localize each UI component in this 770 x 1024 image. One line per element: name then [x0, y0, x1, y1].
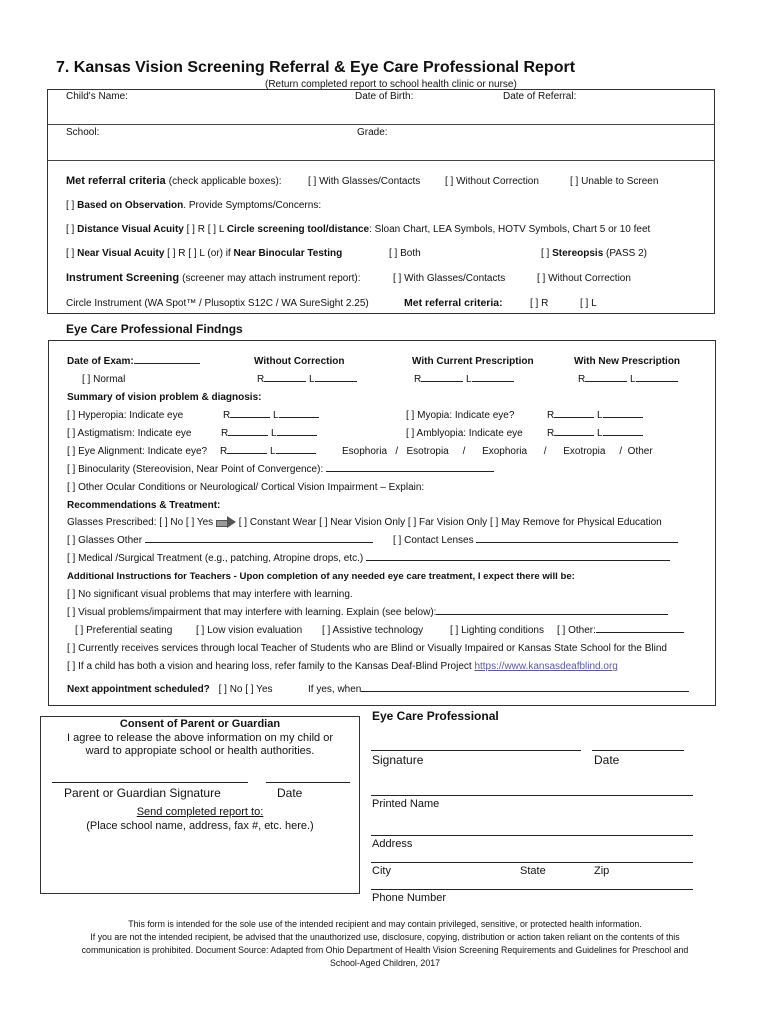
circle-instrument-options[interactable]: Circle Instrument (WA Spot™ / Plusoptix S12C / WA SureSight 2.25) — [66, 298, 369, 309]
page-subtitle: (Return completed report to school health clinic or nurse) — [265, 79, 517, 90]
city-line[interactable] — [371, 862, 693, 863]
distance-acuity-row — [66, 224, 650, 235]
instrument-met-r-checkbox[interactable]: [ ] R — [530, 298, 549, 309]
stereopsis-row — [541, 248, 647, 259]
near-binocular-label: Near Binocular Testing — [233, 248, 343, 259]
col-current-prescription: With Current Prescription — [412, 356, 534, 367]
footer-line-4: School-Aged Children, 2017 — [329, 958, 441, 968]
near-acuity-row — [66, 248, 342, 259]
assistive-technology-checkbox[interactable]: [ ] Assistive technology — [322, 625, 424, 636]
medical-treatment-label: [ ] Medical /Surgical Treatment (e.g., patching, Atropine drops, etc.) — [67, 553, 364, 564]
col-without-correction: Without Correction — [254, 356, 345, 367]
astigmatism-rl[interactable] — [221, 428, 317, 439]
near-acuity-checkbox[interactable]: [ ] — [66, 248, 75, 259]
phone-line[interactable] — [371, 889, 693, 890]
date-of-birth-field[interactable]: Date of Birth: — [355, 91, 414, 102]
date-of-exam-label: Date of Exam: — [67, 356, 134, 367]
met-referral-label: Met referral criteria — [66, 175, 166, 187]
stereopsis-pass: (PASS 2) — [606, 248, 647, 259]
visual-problems-line[interactable] — [436, 614, 668, 615]
visual-problems-label: [ ] Visual problems/impairment that may interfere with learning. Explain (see below): — [67, 607, 437, 618]
met-referral-note: (check applicable boxes): — [168, 176, 282, 187]
glasses-prescribed-row[interactable] — [67, 517, 662, 528]
divider — [48, 124, 714, 125]
address-label: Address — [372, 838, 413, 850]
near-acuity-label: Near Visual Acuity — [77, 248, 165, 259]
near-both-checkbox[interactable]: [ ] Both — [389, 248, 421, 259]
without-correction-rl[interactable] — [257, 374, 357, 385]
observation-checkbox[interactable]: [ ] — [66, 200, 75, 211]
myopia-rl[interactable] — [547, 410, 643, 421]
instrument-with-glasses-checkbox[interactable]: [ ] With Glasses/Contacts — [393, 273, 506, 284]
arrow-right-icon — [216, 517, 236, 527]
hyperopia-rl[interactable] — [223, 410, 319, 421]
other-line[interactable] — [596, 632, 684, 633]
deaf-blind-label: [ ] If a child has both a vision and hearing loss, refer family to the Kansas Deaf-Blind Project — [67, 661, 472, 672]
contact-lenses-checkbox[interactable] — [393, 535, 678, 546]
r-label: R — [257, 374, 265, 385]
with-glasses-checkbox[interactable]: [ ] With Glasses/Contacts — [308, 176, 421, 187]
other-ocular-checkbox[interactable]: [ ] Other Ocular Conditions or Neurological/ Cortical Vision Impairment – Explain: — [67, 482, 425, 493]
r-line[interactable] — [228, 435, 268, 436]
binocularity-line[interactable] — [326, 471, 494, 472]
findings-heading: Eye Care Professional Findngs — [66, 322, 243, 336]
l-label: L — [273, 410, 279, 421]
if-yes-line[interactable] — [361, 691, 689, 692]
footer-line-1: This form is intended for the sole use of the intended recipient and may contain privileged, sensitive, or protected health information. — [128, 919, 642, 929]
l-line[interactable] — [603, 435, 643, 436]
date-of-referral-field[interactable]: Date of Referral: — [503, 91, 577, 102]
astigmatism-checkbox[interactable]: [ ] Astigmatism: Indicate eye — [67, 428, 192, 439]
guardian-date-line[interactable] — [266, 782, 350, 783]
binocularity-label: [ ] Binocularity (Stereovision, Near Point of Convergence): — [67, 464, 324, 475]
l-label: L — [466, 374, 472, 385]
l-label: L — [630, 374, 636, 385]
city-label: City — [372, 865, 391, 877]
l-line[interactable] — [603, 417, 643, 418]
l-label: L — [597, 410, 603, 421]
met-referral-row — [66, 175, 282, 187]
stereopsis-label: Stereopsis — [552, 248, 604, 259]
recommendations-heading: Recommendations & Treatment: — [67, 500, 221, 511]
eye-alignment-rl[interactable] — [220, 446, 316, 457]
next-appointment-label: Next appointment scheduled? — [67, 684, 210, 695]
currently-receives-checkbox[interactable]: [ ] Currently receives services through local Teacher of Students who are Blind or Visually Impaired or Kansas State School for the Blind — [67, 643, 667, 654]
r-line[interactable] — [421, 381, 463, 382]
r-label: R — [414, 374, 422, 385]
binocularity-checkbox[interactable] — [67, 464, 494, 475]
distance-acuity-rl[interactable]: [ ] R [ ] L — [186, 224, 225, 235]
unable-to-screen-checkbox[interactable]: [ ] Unable to Screen — [570, 176, 659, 187]
guardian-signature-label: Parent or Guardian Signature — [64, 786, 221, 800]
printed-name-label: Printed Name — [372, 798, 440, 810]
wear-options[interactable]: [ ] Constant Wear [ ] Near Vision Only [ ] Far Vision Only [ ] May Remove for Physical Education — [238, 517, 662, 528]
alignment-options[interactable]: Esophoria / Esotropia / Exophoria / Exotropia / Other — [342, 446, 653, 457]
l-line[interactable] — [277, 435, 317, 436]
address-line[interactable] — [371, 835, 693, 836]
professional-signature-label: Signature — [372, 753, 424, 767]
printed-name-line[interactable] — [371, 795, 693, 796]
without-correction-checkbox[interactable]: [ ] Without Correction — [445, 176, 539, 187]
glasses-other-label: [ ] Glasses Other — [67, 535, 143, 546]
instrument-label: Instrument Screening — [66, 272, 180, 284]
low-vision-checkbox[interactable]: [ ] Low vision evaluation — [196, 625, 303, 636]
l-label: L — [309, 374, 315, 385]
next-appointment-row — [67, 684, 273, 695]
glasses-other-line[interactable] — [145, 542, 373, 543]
r-label: R — [220, 446, 228, 457]
date-of-exam-row[interactable] — [67, 356, 200, 367]
r-line[interactable] — [230, 417, 270, 418]
zip-label: Zip — [594, 865, 610, 877]
medical-treatment-checkbox[interactable] — [67, 553, 670, 564]
distance-acuity-label: Distance Visual Acuity — [77, 224, 184, 235]
footer-line-3: communication is prohibited. Document Source: Adapted from Ohio Department of Health Vision Screening Requirements and Guidelines for Preschool and — [81, 945, 689, 955]
r-label: R — [547, 410, 555, 421]
send-completed-label: Send completed report to: — [136, 806, 264, 818]
teachers-heading: Additional Instructions for Teachers - Upon completion of any needed eye care treatment, I expect there will be: — [67, 571, 575, 582]
current-prescription-rl[interactable] — [414, 374, 514, 385]
glasses-prescribed-options[interactable]: Glasses Prescribed: [ ] No [ ] Yes — [67, 517, 214, 528]
l-line[interactable] — [472, 381, 514, 382]
instrument-row — [66, 272, 361, 284]
consent-title: Consent of Parent or Guardian — [119, 718, 281, 730]
l-line[interactable] — [315, 381, 357, 382]
eye-alignment-checkbox[interactable]: [ ] Eye Alignment: Indicate eye? — [67, 446, 208, 457]
visual-problems-checkbox[interactable] — [67, 607, 668, 618]
summary-heading: Summary of vision problem & diagnosis: — [67, 392, 262, 403]
r-line[interactable] — [227, 453, 267, 454]
lighting-conditions-checkbox[interactable]: [ ] Lighting conditions — [450, 625, 544, 636]
l-line[interactable] — [276, 453, 316, 454]
l-label: L — [270, 446, 276, 457]
deaf-blind-link[interactable]: https://www.kansasdeafblind.org — [474, 661, 618, 672]
distance-acuity-checkbox[interactable]: [ ] — [66, 224, 75, 235]
deaf-blind-checkbox[interactable] — [67, 661, 618, 672]
myopia-checkbox[interactable]: [ ] Myopia: Indicate eye? — [406, 410, 515, 421]
r-label: R — [223, 410, 231, 421]
preferential-seating-checkbox[interactable]: [ ] Preferential seating — [75, 625, 173, 636]
professional-signature-line[interactable] — [371, 750, 581, 751]
observation-row[interactable] — [66, 200, 321, 211]
stereopsis-checkbox[interactable]: [ ] — [541, 248, 550, 259]
professional-title: Eye Care Professional — [372, 709, 499, 723]
observation-label: Based on Observation — [77, 200, 184, 211]
professional-date-label: Date — [594, 753, 620, 767]
observation-text: . Provide Symptoms/Concerns: — [183, 200, 322, 211]
consent-text-2: ward to appropiate school or health authorities. — [85, 745, 315, 757]
screening-tool-label: Circle screening tool/distance — [226, 224, 370, 235]
page-title: 7. Kansas Vision Screening Referral & Eye Care Professional Report — [56, 59, 576, 76]
l-line[interactable] — [279, 417, 319, 418]
date-of-exam-line[interactable] — [134, 363, 200, 364]
if-yes-label: If yes, when — [308, 684, 362, 695]
normal-checkbox[interactable]: [ ] Normal — [82, 374, 126, 385]
medical-treatment-line[interactable] — [366, 560, 670, 561]
guardian-date-label: Date — [277, 786, 303, 800]
phone-label: Phone Number — [372, 892, 446, 904]
amblyopia-checkbox[interactable]: [ ] Amblyopia: Indicate eye — [406, 428, 523, 439]
next-appointment-options[interactable]: [ ] No [ ] Yes — [218, 684, 273, 695]
r-line[interactable] — [264, 381, 306, 382]
amblyopia-rl[interactable] — [547, 428, 643, 439]
r-line[interactable] — [554, 417, 594, 418]
consent-text-1: I agree to release the above information on my child or — [67, 732, 333, 744]
guardian-signature-line[interactable] — [52, 782, 248, 783]
contact-lenses-line[interactable] — [476, 542, 678, 543]
state-label: State — [520, 865, 546, 877]
instrument-without-correction-checkbox[interactable]: [ ] Without Correction — [537, 273, 631, 284]
r-line[interactable] — [585, 381, 627, 382]
r-label: R — [221, 428, 229, 439]
grade-field[interactable]: Grade: — [357, 127, 388, 138]
screening-tool-options[interactable]: : Sloan Chart, LEA Symbols, HOTV Symbols, Chart 5 or 10 feet — [369, 224, 651, 235]
hyperopia-checkbox[interactable]: [ ] Hyperopia: Indicate eye — [67, 410, 184, 421]
no-significant-checkbox[interactable]: [ ] No significant visual problems that may interfere with learning. — [67, 589, 353, 600]
childs-name-field[interactable]: Child's Name: — [66, 91, 128, 102]
school-field[interactable]: School: — [66, 127, 100, 138]
l-label: L — [271, 428, 277, 439]
divider — [48, 160, 714, 161]
other-label: [ ] Other: — [557, 625, 596, 636]
glasses-other-checkbox[interactable] — [67, 535, 373, 546]
other-checkbox[interactable] — [557, 625, 684, 636]
r-label: R — [547, 428, 555, 439]
r-label: R — [578, 374, 586, 385]
professional-date-line[interactable] — [592, 750, 684, 751]
r-line[interactable] — [554, 435, 594, 436]
send-completed-note[interactable]: (Place school name, address, fax #, etc. here.) — [86, 820, 314, 832]
new-prescription-rl[interactable] — [578, 374, 678, 385]
instrument-met-label: Met referral criteria: — [404, 297, 503, 309]
instrument-met-l-checkbox[interactable]: [ ] L — [580, 298, 597, 309]
if-yes-when[interactable] — [308, 684, 689, 695]
near-acuity-rl[interactable]: [ ] R [ ] L (or) if — [167, 248, 231, 259]
footer-line-2: If you are not the intended recipient, be advised that the unauthorized use, disclosure, copying, distribution or action taken reliant on the contents of this — [90, 932, 680, 942]
l-label: L — [597, 428, 603, 439]
col-new-prescription: With New Prescription — [574, 356, 681, 367]
contact-lenses-label: [ ] Contact Lenses — [393, 535, 474, 546]
l-line[interactable] — [636, 381, 678, 382]
instrument-note: (screener may attach instrument report): — [182, 273, 361, 284]
